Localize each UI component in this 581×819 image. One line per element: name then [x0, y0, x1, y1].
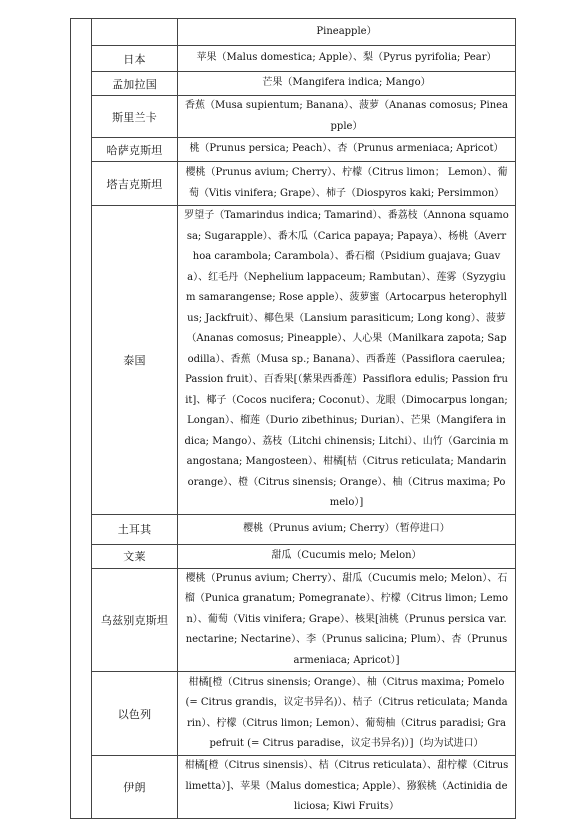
country-cell: 孟加拉国 [92, 72, 178, 96]
fruits-cell: 樱桃（Prunus avium; Cherry）（暂停进口） [178, 514, 516, 544]
table-row [71, 162, 516, 206]
fruits-cell: 罗望子（Tamarindus indica; Tamarind）、番荔枝（Annona squamosa; Sugarapple）、番木瓜（Carica papaya; Papaya）、杨桃（Averrhoa carambola; Carambola）、番石榴（Psidium guajava; Guava）、红毛丹（Nephelium lappaceum; Rambutan）、莲雾（Syzygium samarangense; Rose apple）、菠萝蜜（Artocarpus heterophyllus; Jackfruit）、椰色果（Lansium parasiticum; Long kong）、菠萝（Ananas comosus; Pineapple）、人心果（Manilkara zapota; Sapodilla）、香蕉（Musa sp.; Banana）、西番莲（Passiflora caerulea; Passion fruit）、百香果[（紫果西番莲）Passiflora edulis; Passion fruit]、椰子（Cocos nucifera; Coconut）、龙眼（Dimocarpus longan; Longan）、榴莲（Durio zibethinus; Durian）、芒果（Mangifera indica; Mango）、荔枝（Litchi chinensis; Litchi）、山竹（Garcinia mangostana; Mangosteen）、柑橘[桔（Citrus reticulata; Mandarin orange）、橙（Citrus sinensis; Orange）、柚（Citrus maxima; Pomelo）] [178, 206, 516, 515]
country-cell: 以色列 [92, 672, 178, 756]
table-row [71, 46, 516, 72]
table-row [71, 672, 516, 756]
country-cell: 泰国 [92, 206, 178, 515]
fruit-import-table [70, 18, 516, 819]
fruits-cell: 柑橘[橙（Citrus sinensis）、桔（Citrus reticulata）、甜柠檬（Citrus limetta）]、苹果（Malus domestica; Apple）、猕猴桃（Actinidia deliciosa; Kiwi Fruits） [178, 756, 516, 819]
fruits-cell: 柑橘[橙（Citrus sinensis; Orange）、柚（Citrus maxima; Pomelo (= Citrus grandis，议定书异名)）、桔子（Citrus reticulata; Mandarin）、柠檬（Citrus limon; Lemon）、葡萄柚（Citrus paradisi; Grapefruit (= Citrus paradise，议定书异名)）]（均为试进口） [178, 672, 516, 756]
table-row [71, 72, 516, 96]
table-row [71, 756, 516, 819]
table-row [71, 544, 516, 568]
table-row [71, 568, 516, 672]
country-cell: 塔吉克斯坦 [92, 162, 178, 206]
table-row [71, 138, 516, 162]
fruits-cell: 甜瓜（Cucumis melo; Melon） [178, 544, 516, 568]
fruits-cell: 樱桃（Prunus avium; Cherry）、甜瓜（Cucumis melo; Melon）、石榴（Punica granatum; Pomegranate）、柠檬（Citrus limon; Lemon）、葡萄（Vitis vinifera; Grape）、核果[油桃（Prunus persica var. nectarine; Nectarine）、李（Prunus salicina; Plum）、杏（Prunus armeniaca; Apricot）] [178, 568, 516, 672]
table-row [71, 96, 516, 138]
fruits-cell: 樱桃（Prunus avium; Cherry）、柠檬（Citrus limon； Lemon）、葡萄（Vitis vinifera; Grape）、柿子（Diospyros kaki; Persimmon） [178, 162, 516, 206]
table-row [71, 19, 516, 46]
country-cell: 伊朗 [92, 756, 178, 819]
fruits-cell: 芒果（Mangifera indica; Mango） [178, 72, 516, 96]
country-cell: 文莱 [92, 544, 178, 568]
fruits-cell: Pineapple） [178, 19, 516, 46]
document-page [70, 18, 516, 819]
country-cell: 土耳其 [92, 514, 178, 544]
country-cell: 斯里兰卡 [92, 96, 178, 138]
left-gutter-column [71, 19, 92, 819]
country-cell: 乌兹别克斯坦 [92, 568, 178, 672]
table-row [71, 514, 516, 544]
fruits-cell: 桃（Prunus persica; Peach）、杏（Prunus armeniaca; Apricot） [178, 138, 516, 162]
country-cell: 日本 [92, 46, 178, 72]
fruits-cell: 苹果（Malus domestica; Apple）、梨（Pyrus pyrifolia; Pear） [178, 46, 516, 72]
country-cell [92, 19, 178, 46]
fruits-cell: 香蕉（Musa supientum; Banana）、菠萝（Ananas comosus; Pineapple） [178, 96, 516, 138]
table-row [71, 206, 516, 515]
country-cell: 哈萨克斯坦 [92, 138, 178, 162]
